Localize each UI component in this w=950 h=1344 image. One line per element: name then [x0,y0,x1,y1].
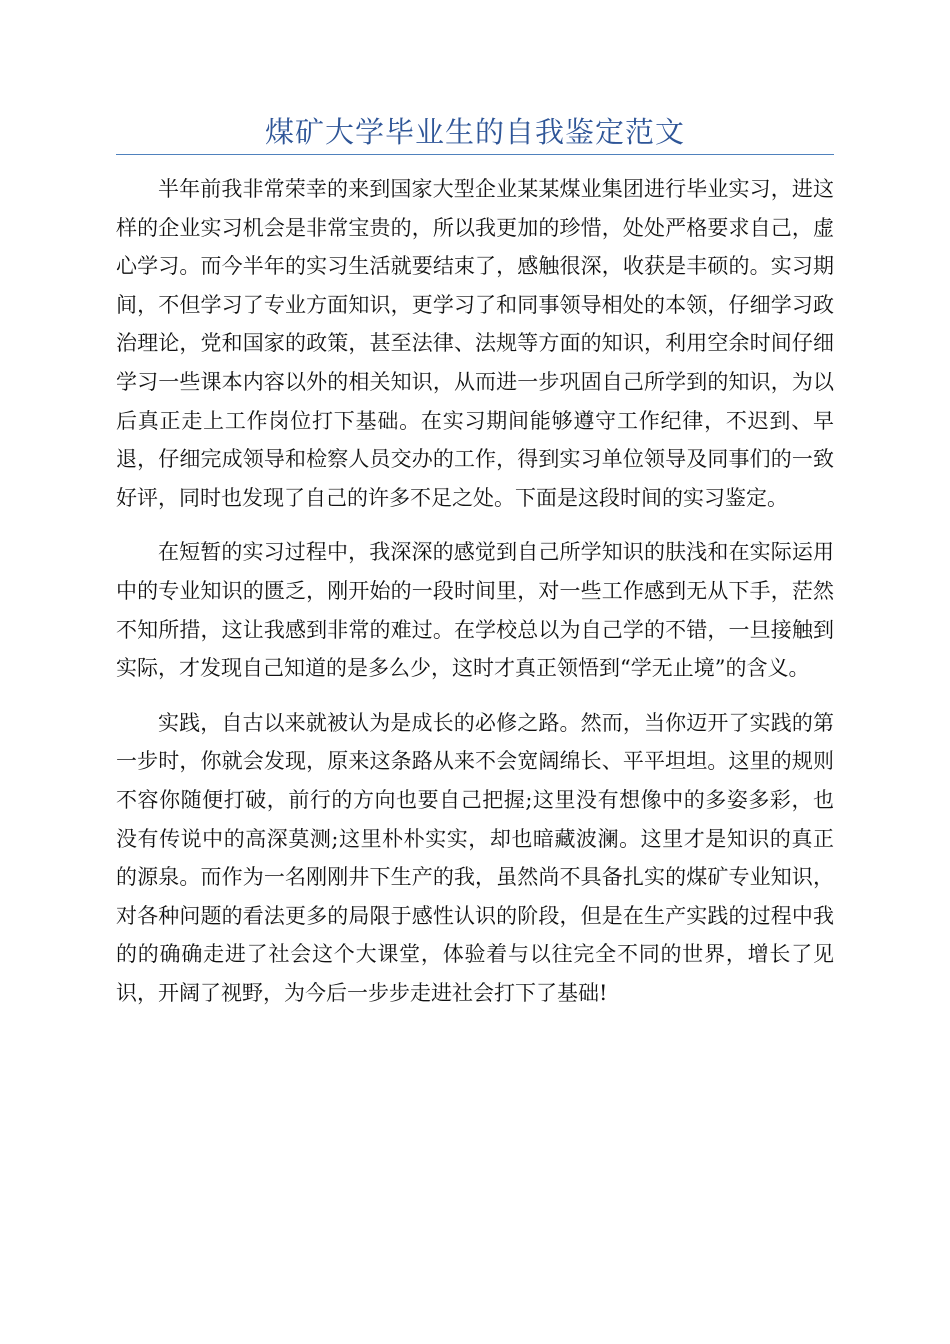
document-title: 煤矿大学毕业生的自我鉴定范文 [264,115,685,149]
paragraph-1: 半年前我非常荣幸的来到国家大型企业某某煤业集团进行毕业实习，进这样的企业实习机会是非常宝贵的，所以我更加的珍惜，处处严格要求自己，虚心学习。而今半年的实习生活就要结束了，感触很深，收获是丰硕的。实习期间，不但学习了专业方面知识，更学习了和同事领导相处的本领，仔细学习政治理论，党和国家的政策，甚至法律、法规等方面的知识，利用空余时间仔细学习一些课本内容以外的相关知识，从而进一步巩固自己所学到的知识，为以后真正走上工作岗位打下基础。在实习期间能够遵守工作纪律，不迟到、早退，仔细完成领导和检察人员交办的工作，得到实习单位领导及同事们的一致好评，同时也发现了自己的许多不足之处。下面是这段时间的实习鉴定。 [116,177,834,510]
title-underline [116,154,834,155]
paragraph-2: 在短暂的实习过程中，我深深的感觉到自己所学知识的肤浅和在实际运用中的专业知识的匮乏，刚开始的一段时间里，对一些工作感到无从下手，茫然不知所措，这让我感到非常的难过。在学校总以为自己学的不错，一旦接触到实际，才发现自己知道的是多么少，这时才真正领悟到“学无止境”的含义。 [116,540,834,681]
document-body [116,170,834,1028]
paragraph-3: 实践，自古以来就被认为是成长的必修之路。然而，当你迈开了实践的第一步时，你就会发现，原来这条路从来不会宽阔绵长、平平坦坦。这里的规则不容你随便打破，前行的方向也要自己把握;这里没有想像中的多姿多彩，也没有传说中的高深莫测;这里朴朴实实，却也暗藏波澜。这里才是知识的真正的源泉。而作为一名刚刚井下生产的我，虽然尚不具备扎实的煤矿专业知识，对各种问题的看法更多的局限于感性认识的阶段，但是在生产实践的过程中我的的确确走进了社会这个大课堂，体验着与以往完全不同的世界，增长了见识，开阔了视野，为今后一步步走进社会打下了基础! [116,710,834,1005]
